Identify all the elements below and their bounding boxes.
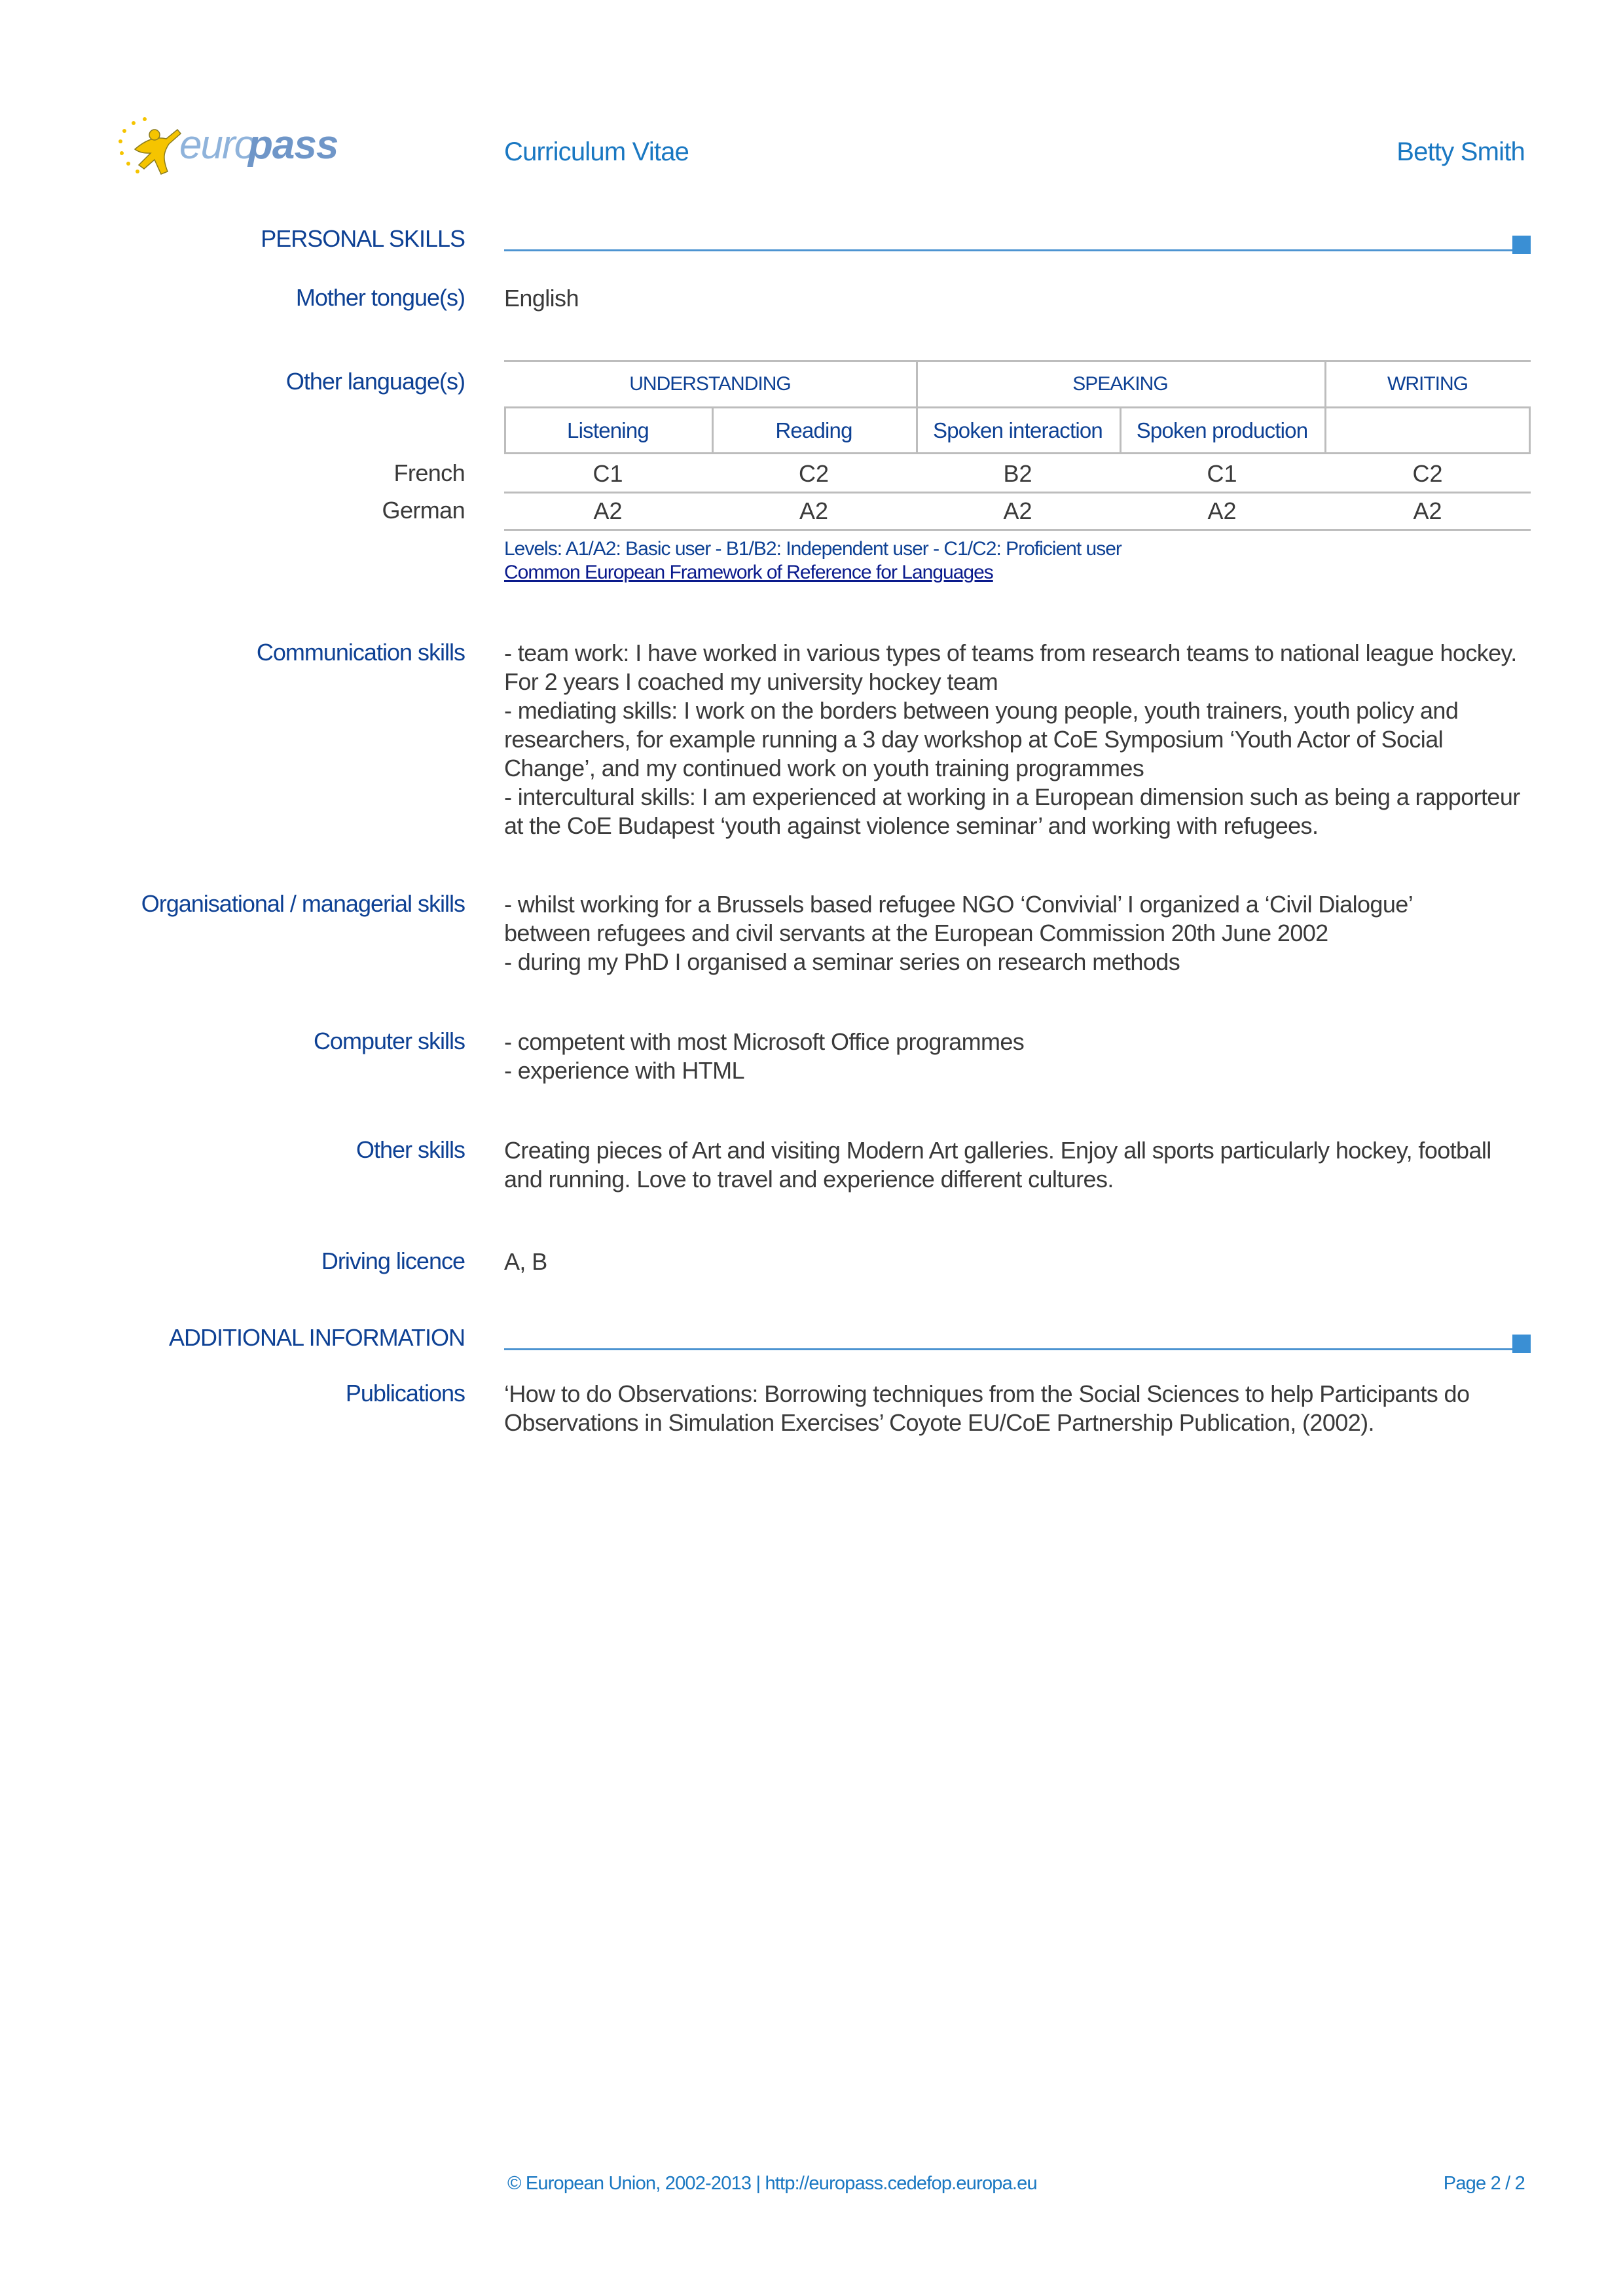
table-group-understanding: UNDERSTANDING [629,373,791,395]
communication-skills-text [504,639,1531,840]
organisational-skills-text [504,890,1531,977]
text-line: Change’, and my continued work on youth training programmes [504,755,1144,781]
level-cell: A2 [1207,497,1237,524]
section-rule-square-icon [1512,236,1531,254]
level-cell: B2 [1003,460,1032,487]
text-line: - during my PhD I organised a seminar series on research methods [504,948,1180,975]
text-line: between refugees and civil servants at the European Commission 20th June 2002 [504,920,1328,946]
mother-tongue-value: English [504,285,579,312]
text-line: ‘How to do Observations: Borrowing techniques from the Social Sciences to help Participants do [504,1380,1470,1407]
table-group-speaking: SPEAKING [1072,373,1168,395]
logo-text-pass: pass [248,122,338,168]
table-rule [504,406,1531,408]
section-rule [504,1348,1512,1350]
table-rule [504,492,1531,493]
organisational-skills-label: Organisational / managerial skills [141,890,465,917]
publications-text [504,1380,1531,1437]
communication-skills-label: Communication skills [256,639,465,666]
language-name-french: French [393,459,465,486]
table-subheader-listening: Listening [567,418,649,442]
document-title: Curriculum Vitae [504,137,689,166]
candidate-name: Betty Smith [1396,137,1525,166]
table-subheader-reading: Reading [775,418,852,442]
text-line: For 2 years I coached my university hockey team [504,668,998,695]
level-cell: C1 [593,460,623,487]
level-cell: C2 [1412,460,1443,487]
level-cell: A2 [1413,497,1442,524]
footer-page-number: Page 2 / 2 [1443,2173,1525,2194]
level-cell: C1 [1207,460,1237,487]
table-rule [504,529,1531,531]
computer-skills-label: Computer skills [313,1028,465,1054]
section-rule [504,249,1512,251]
level-cell: A2 [593,497,623,524]
table-group-writing: WRITING [1387,373,1468,395]
table-subheader-spoken-interaction: Spoken interaction [933,418,1103,442]
computer-skills-text [504,1028,1531,1085]
mother-tongue-label: Mother tongue(s) [295,284,465,311]
publications-label: Publications [345,1380,465,1407]
other-languages-label: Other language(s) [285,368,465,395]
europass-logo [115,111,338,183]
framework-link[interactable]: Common European Framework of Reference for Languages [504,562,993,583]
footer-copyright: © European Union, 2002-2013 | http://europass.cedefop.europa.eu [507,2173,1037,2194]
text-line: researchers, for example running a 3 day workshop at CoE Symposium ‘Youth Actor of Social [504,726,1444,753]
table-divider [1529,406,1531,452]
text-line: - whilst working for a Brussels based refugee NGO ‘Convivial’ I organized a ‘Civil Dialogue’ [504,891,1413,918]
levels-legend: Levels: A1/A2: Basic user - B1/B2: Independent user - C1/C2: Proficient user [504,538,1122,560]
text-line: and running. Love to travel and experience different cultures. [504,1166,1114,1193]
other-skills-text [504,1136,1531,1194]
text-line: Creating pieces of Art and visiting Modern Art galleries. Enjoy all sports particularly hockey, football [504,1137,1491,1164]
level-cell: C2 [798,460,830,487]
section-rule-square-icon [1512,1335,1531,1353]
text-line: - competent with most Microsoft Office programmes [504,1028,1025,1055]
driving-licence-value: A, B [504,1248,547,1275]
language-name-german: German [382,497,465,524]
text-line: Observations in Simulation Exercises’ Coyote EU/CoE Partnership Publication, (2002). [504,1409,1374,1436]
section-title-personal-skills: PERSONAL SKILLS [261,225,465,252]
text-line: - mediating skills: I work on the borders between young people, youth trainers, youth policy and [504,697,1459,724]
level-cell: A2 [799,497,829,524]
europass-figure-icon [115,111,187,183]
text-line: - team work: I have worked in various types of teams from research teams to national league hockey. [504,639,1517,666]
table-rule [504,360,1531,362]
text-line: at the CoE Budapest ‘youth against violence seminar’ and working with refugees. [504,812,1319,839]
table-rule [504,452,1531,454]
logo-text-euro: euro [179,122,256,168]
section-title-additional-information: ADDITIONAL INFORMATION [168,1324,465,1351]
other-skills-label: Other skills [356,1136,465,1163]
text-line: - intercultural skills: I am experienced at working in a European dimension such as being a rapporteur [504,783,1520,810]
driving-licence-label: Driving licence [321,1247,465,1274]
level-cell: A2 [1003,497,1032,524]
text-line: - experience with HTML [504,1057,744,1084]
table-subheader-spoken-production: Spoken production [1136,418,1308,442]
